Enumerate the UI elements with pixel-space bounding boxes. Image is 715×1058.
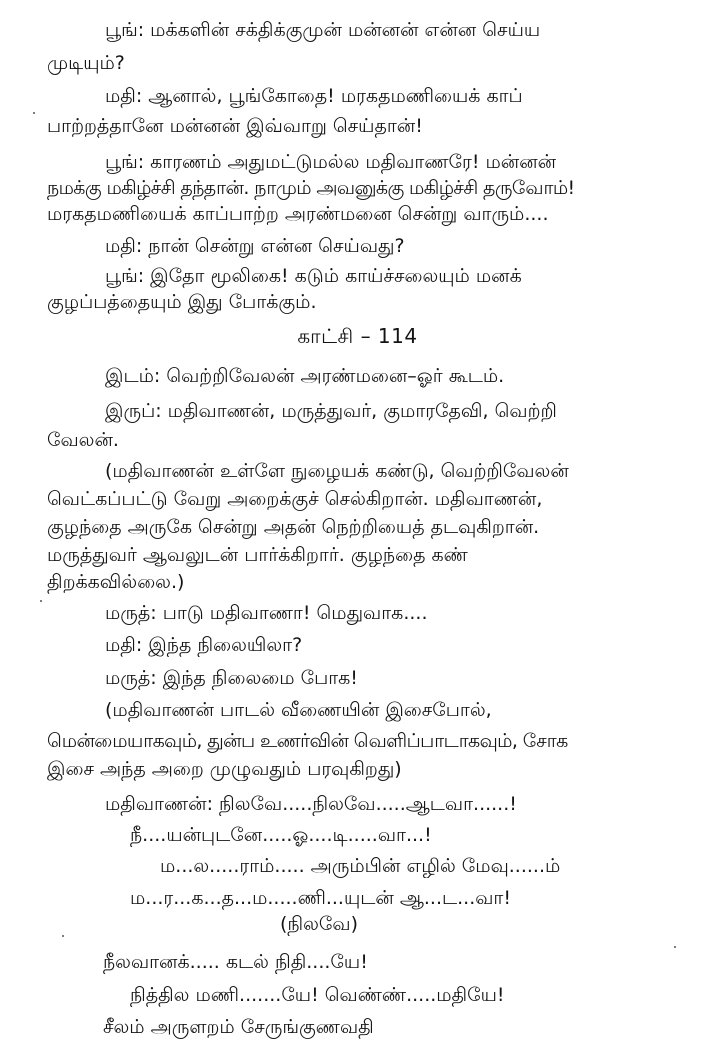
text-line: குழந்தை அருகே சென்று அதன் நெற்றியைத் தடவுகிறான். [47,516,540,538]
text-line: (மதிவாணன் உள்ளே நுழையக் கண்டு, வெற்றிவேலன் [105,460,569,482]
text-line: (நிலவே) [280,913,359,935]
text-line: மதி: ஆனால், பூங்கோதை! மரகதமணியைக் காப் [105,85,523,107]
text-line: மதி: இந்த நிலையிலா? [105,634,303,656]
text-line: சீலம் அருளறம் சேருங்குணவதி [103,1016,374,1038]
text-line: இருப்: மதிவாணன், மருத்துவர், குமாரதேவி, வெற்றி [105,400,557,422]
text-line: மென்மையாகவும், துன்ப உணர்வின் வெளிப்பாடாகவும், சோக [47,730,568,752]
text-line: மதிவாணன்: நிலவே.....நிலவே.....ஆடவா......! [105,793,517,815]
text-line: வெட்கப்பட்டு வேறு அறைக்குச் செல்கிறான். மதிவாணன், [47,488,543,510]
text-line: பூங்: மக்களின் சக்திக்குமுன் மன்னன் என்ன செய்ய [105,19,541,41]
text-line: நீ....யன்புடனே.....ஓ....டி.....வா...! [130,824,432,846]
text-line: முடியும்? [47,52,125,74]
text-line: ம...ர...க...த...ம.....ணி...யுடன் ஆ...ட...வா! [130,887,511,909]
text-line: மதி: நான் சென்று என்ன செய்வது? [105,235,405,257]
text-line: (மதிவாணன் பாடல் வீணையின் இசைபோல், [105,699,492,721]
text-line: மருத்: இந்த நிலைமை போக! [105,667,358,689]
scan-speck [40,600,42,602]
text-line: நித்தில மணி.......யே! வெண்ண்.....மதியே! [130,984,505,1006]
text-line: பாற்றத்தானே மன்னன் இவ்வாறு செய்தான்! [47,115,423,137]
scan-speck [62,935,64,937]
text-line: ம...ல.....ராம்..... அரும்பின் எழில் மேவு......ம் [160,855,561,877]
text-line: மரகதமணியைக் காப்பாற்ற அரண்மனை சென்று வாரும்.... [47,203,549,225]
text-line: இடம்: வெற்றிவேலன் அரண்மனை–ஓர் கூடம். [105,365,505,387]
text-line: வேலன். [47,429,119,451]
text-line: நமக்கு மகிழ்ச்சி தந்தான். நாமும் அவனுக்கு மகிழ்ச்சி தருவோம்! [47,177,575,199]
scene-heading: காட்சி – 114 [297,324,418,348]
text-line: திறக்கவில்லை.) [47,571,185,593]
text-line: குழப்பத்தையும் இது போக்கும். [47,291,317,313]
text-line: இசை அந்த அறை முழுவதும் பரவுகிறது) [47,758,402,780]
scan-speck [674,946,676,948]
text-line: மருத்: பாடு மதிவாணா! மெதுவாக.... [105,602,428,624]
text-line: மருத்துவர் ஆவலுடன் பார்க்கிறார். குழந்தை கண் [47,544,468,566]
scan-speck [33,112,35,114]
text-line: நீலவானக்..... கடல் நிதி....யே! [103,951,368,973]
text-line: பூங்: காரணம் அதுமட்டுமல்ல மதிவாணரே! மன்னன் [105,151,557,173]
text-line: பூங்: இதோ மூலிகை! கடும் காய்ச்சலையும் மனக் [105,265,522,287]
